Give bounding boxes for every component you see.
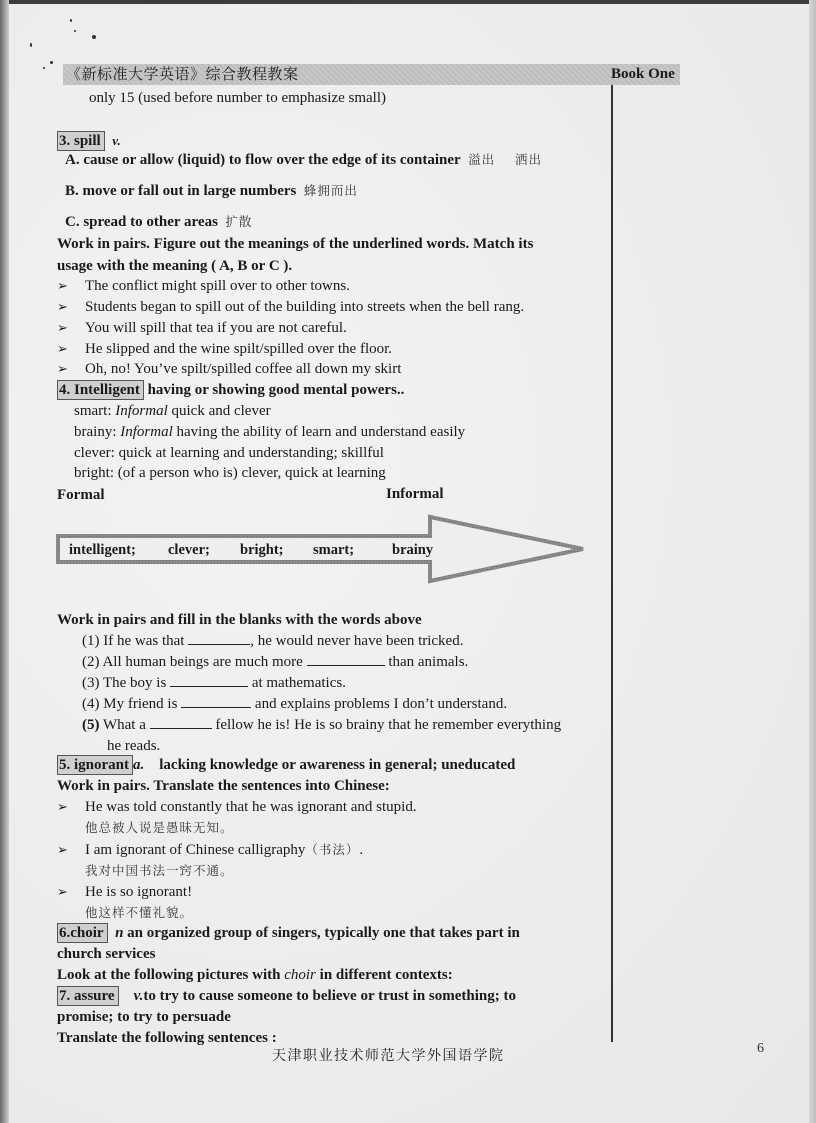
synonym-register: Informal (120, 424, 173, 440)
list-item (57, 797, 417, 818)
meaning-text: C. spread to other areas (65, 214, 218, 230)
item-text: at mathematics. (251, 675, 346, 691)
item-text: , he would never have been tricked. (250, 633, 464, 649)
list-item (57, 840, 363, 861)
list-item (57, 359, 401, 380)
item-text: My friend is (103, 696, 178, 712)
synonym-line (74, 401, 271, 421)
part-of-speech: v. (112, 133, 121, 148)
item-number: (1) (82, 633, 100, 649)
spill-meaning-a (65, 150, 542, 170)
item-text: If he was that (103, 633, 185, 649)
translation-text: 我对中国书法一窍不通。 (85, 863, 234, 878)
entry-label-choir: 6.choir (57, 923, 108, 943)
choir-task (57, 965, 453, 985)
scan-speck (74, 30, 76, 32)
entry-intelligent-heading (57, 380, 404, 400)
informal-label: Informal (386, 486, 444, 502)
scan-speck (43, 67, 45, 69)
entry-spill-heading (57, 131, 121, 151)
scan-speck (30, 43, 32, 47)
item-text: fellow he is! He is so brainy that he remember everything (215, 717, 562, 733)
assure-task: Translate the following sentences : (57, 1030, 277, 1046)
arrow-bullet-icon: ➢ (57, 300, 68, 315)
entry-definition: an organized group of singers, typically one that takes part in (127, 925, 520, 941)
part-of-speech: a. (133, 757, 145, 773)
entry-choir-heading (57, 923, 520, 943)
sentence-text: I am ignorant of Chinese calligraphy (85, 842, 306, 858)
synonym-meaning: quick at learning and understanding; skillful (118, 445, 384, 461)
scan-speck (92, 35, 96, 39)
synonym-word: smart: (74, 403, 112, 419)
part-of-speech: v. (133, 988, 144, 1004)
sentence-text: He was told constantly that he was ignorant and stupid. (85, 799, 417, 815)
arrow-bullet-icon: ➢ (57, 342, 68, 357)
synonym-word: bright: (74, 465, 114, 481)
scan-left-edge (0, 0, 9, 1123)
synonym-meaning: having the ability of learn and understand easily (176, 424, 466, 440)
entry-label-assure: 7. assure (57, 986, 119, 1006)
blank-item (82, 630, 463, 651)
entry-definition-cont: church services (57, 946, 156, 962)
fill-blanks-task: Work in pairs and fill in the blanks with the words above (57, 612, 422, 628)
arrow-bullet-icon: ➢ (57, 362, 68, 377)
blank-item-continuation: he reads. (107, 738, 161, 754)
arrow-bullet-icon: ➢ (57, 279, 68, 294)
meaning-chinese: 溢出 洒出 (468, 152, 543, 167)
sentence-gloss: （书法） (305, 842, 360, 857)
item-text: What a (102, 717, 146, 733)
blank-item (82, 714, 561, 735)
synonym-word: brainy: (74, 424, 117, 440)
page-number: 6 (757, 1041, 764, 1056)
task-text: Look at the following pictures with (57, 967, 281, 983)
synonym-word: clever: (74, 445, 115, 461)
sentence-text: . (359, 842, 364, 858)
item-text: and explains problems I don’t understand. (254, 696, 508, 712)
synonym-line (74, 422, 465, 442)
list-item (57, 339, 392, 360)
sentence-text: You will spill that tea if you are not careful. (85, 320, 347, 336)
sentence-text: Students began to spill out of the building into streets when the bell rang. (85, 299, 525, 315)
list-item (57, 297, 524, 318)
blank-input[interactable] (181, 693, 251, 708)
synonym-meaning: (of a person who is) clever, quick at learning (117, 465, 386, 481)
translate-task: Work in pairs. Translate the sentences into Chinese: (57, 778, 390, 794)
arrow-bullet-icon: ➢ (57, 800, 68, 815)
header-title: 《新标准大学英语》综合教程教案 (66, 65, 299, 83)
sentence-text: He is so ignorant! (85, 884, 193, 900)
scan-speck (50, 61, 53, 64)
synonym-line (74, 463, 386, 483)
task-text: in different contexts: (319, 967, 453, 983)
list-item (57, 318, 347, 339)
footer-institution: 天津职业技术师范大学外国语学院 (272, 1048, 505, 1064)
spill-meaning-b (65, 181, 358, 201)
blank-item (82, 693, 507, 714)
sentence-text: Oh, no! You’ve spilt/spilled coffee all down my skirt (85, 361, 402, 377)
entry-label-intelligent: 4. Intelligent (57, 380, 144, 400)
list-item (57, 882, 192, 903)
entry-definition: to try to cause someone to believe or trust in something; to (143, 988, 516, 1004)
entry-definition-cont: promise; to try to persuade (57, 1009, 231, 1025)
blank-input[interactable] (307, 651, 385, 666)
blank-input[interactable] (188, 630, 250, 645)
scale-word: smart; (313, 542, 355, 558)
meaning-text: B. move or fall out in large numbers (65, 183, 297, 199)
scale-word: bright; (240, 542, 284, 558)
synonym-line (74, 443, 384, 463)
spill-task-line2: usage with the meaning ( A, B or C ). (57, 258, 293, 274)
list-item (57, 276, 350, 297)
entry-definition: lacking knowledge or awareness in general; uneducated (159, 757, 516, 773)
intro-line: only 15 (used before number to emphasize small) (89, 90, 386, 106)
scan-speck (70, 19, 72, 22)
item-text: than animals. (388, 654, 469, 670)
item-number: (4) (82, 696, 100, 712)
entry-definition: having or showing good mental powers.. (147, 382, 405, 398)
margin-rule (611, 85, 613, 1042)
register-scale-words (69, 540, 433, 560)
translation-text: 他这样不懂礼貌。 (85, 905, 194, 920)
header-book-label: Book One (611, 66, 675, 82)
blank-item (82, 672, 346, 693)
task-keyword: choir (284, 967, 316, 983)
scale-word: intelligent; (69, 542, 136, 558)
entry-label-ignorant: 5. ignorant (57, 755, 133, 775)
meaning-chinese: 扩散 (225, 214, 253, 229)
item-number: (2) (82, 654, 100, 670)
part-of-speech: n (115, 925, 124, 941)
entry-ignorant-heading (57, 755, 515, 775)
blank-input[interactable] (170, 672, 248, 687)
arrow-bullet-icon: ➢ (57, 321, 68, 336)
item-number: (3) (82, 675, 100, 691)
translation-text: 他总被人说是愚昧无知。 (85, 820, 234, 835)
item-text: The boy is (102, 675, 167, 691)
scale-word: clever; (168, 542, 210, 558)
sentence-text: He slipped and the wine spilt/spilled over the floor. (85, 341, 393, 357)
item-text: All human beings are much more (102, 654, 303, 670)
scan-right-edge (809, 0, 816, 1123)
blank-item (82, 651, 468, 672)
synonym-meaning: quick and clever (171, 403, 271, 419)
item-number: (5) (82, 717, 100, 733)
meaning-chinese: 蜂拥而出 (303, 183, 358, 198)
synonym-register: Informal (115, 403, 168, 419)
scale-word: brainy (392, 542, 434, 558)
formal-label: Formal (57, 487, 105, 503)
sentence-text: The conflict might spill over to other towns. (85, 278, 350, 294)
blank-input[interactable] (150, 714, 212, 729)
entry-assure-heading (57, 986, 516, 1006)
spill-meaning-c (65, 212, 252, 232)
meaning-text: A. cause or allow (liquid) to flow over the edge of its container (65, 152, 461, 168)
arrow-bullet-icon: ➢ (57, 843, 68, 858)
spill-task-line1: Work in pairs. Figure out the meanings of the underlined words. Match its (57, 236, 534, 252)
entry-label-spill: 3. spill (57, 131, 105, 151)
arrow-bullet-icon: ➢ (57, 885, 68, 900)
